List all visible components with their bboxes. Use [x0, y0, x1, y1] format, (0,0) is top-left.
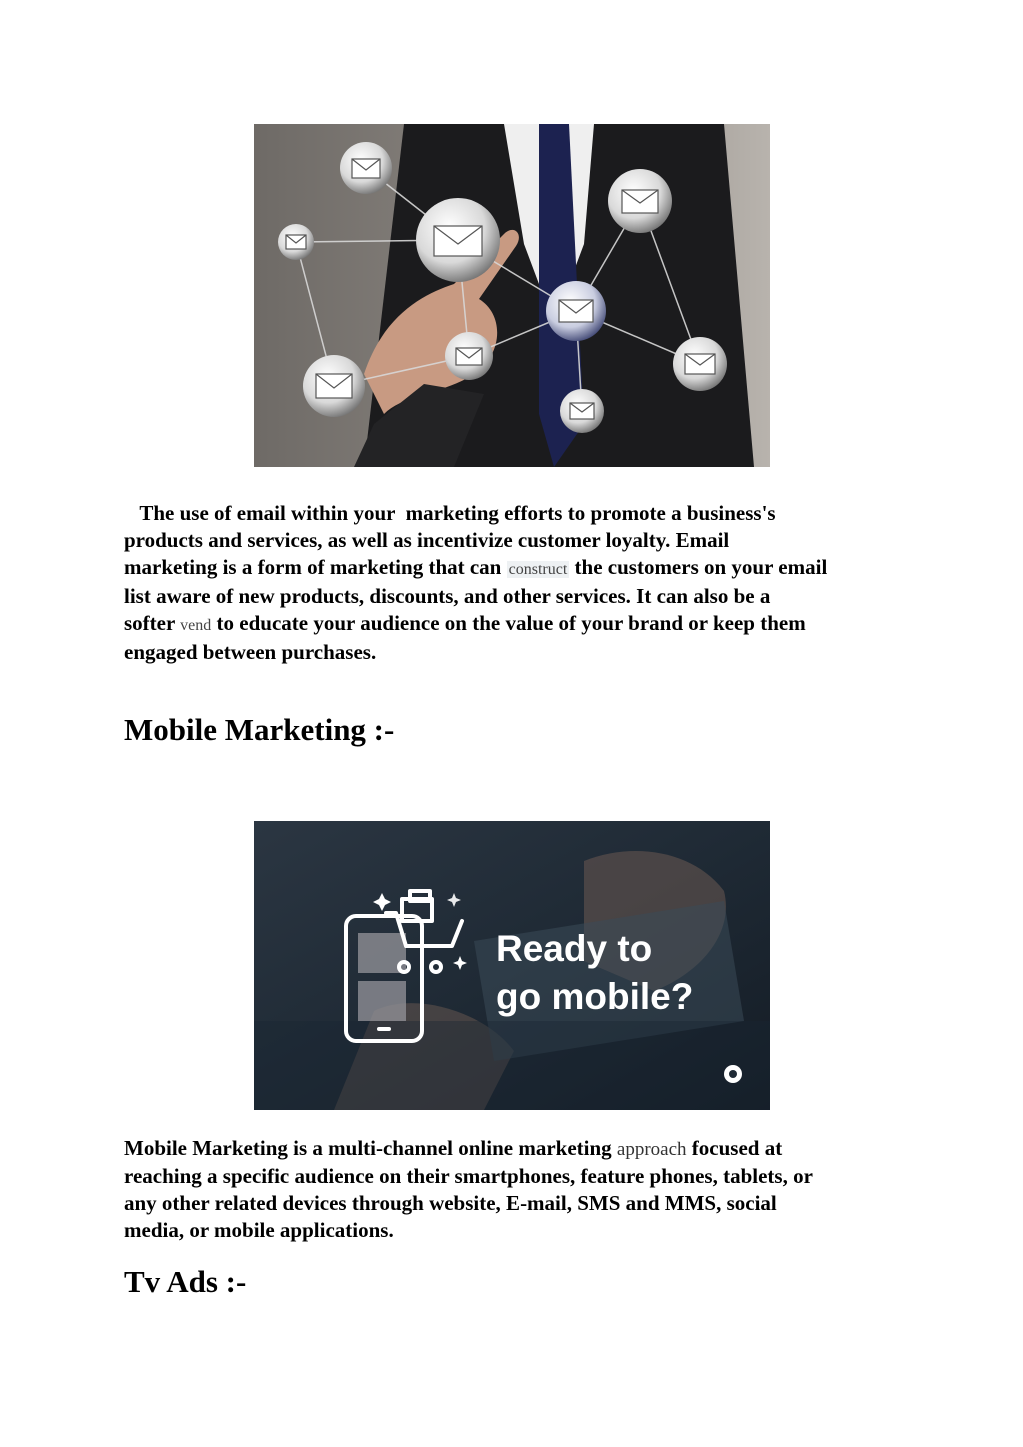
inline-word-vend: vend — [180, 617, 212, 634]
image-caption-line2: go mobile? — [496, 976, 694, 1017]
paragraph-line: any other related devices through website, E-mail, SMS and MMS, social — [124, 1191, 777, 1215]
mobile-description — [124, 1135, 914, 1244]
paragraph-line: softer vend to educate your audience on the value of your brand or keep them — [124, 611, 806, 635]
paragraph-line: marketing is a form of marketing that can construct the customers on your email — [124, 555, 828, 579]
image-caption-line1: Ready to — [496, 928, 653, 969]
inline-word-construct: construct — [508, 561, 568, 578]
email-network-icon — [254, 124, 770, 467]
email-description — [124, 500, 914, 666]
mobile-marketing-heading: Mobile Marketing :- — [124, 712, 395, 747]
paragraph-line: products and services, as well as incentivize customer loyalty. Email — [124, 528, 730, 552]
paragraph-line: media, or mobile applications. — [124, 1218, 394, 1242]
email-marketing-image — [254, 124, 770, 467]
paragraph-line: The use of email within your marketing efforts to promote a business's — [139, 501, 776, 525]
paragraph-line: list aware of new products, discounts, and other services. It can also be a — [124, 584, 771, 608]
inline-word-approach: approach — [616, 1139, 687, 1160]
paragraph-line: Mobile Marketing is a multi-channel online marketing approach focused at — [124, 1136, 783, 1160]
paragraph-line: engaged between purchases. — [124, 640, 377, 664]
mobile-marketing-image — [254, 821, 770, 1110]
tv-ads-heading: Tv Ads :- — [124, 1264, 247, 1299]
paragraph-line: reaching a specific audience on their smartphones, feature phones, tablets, or — [124, 1164, 813, 1188]
